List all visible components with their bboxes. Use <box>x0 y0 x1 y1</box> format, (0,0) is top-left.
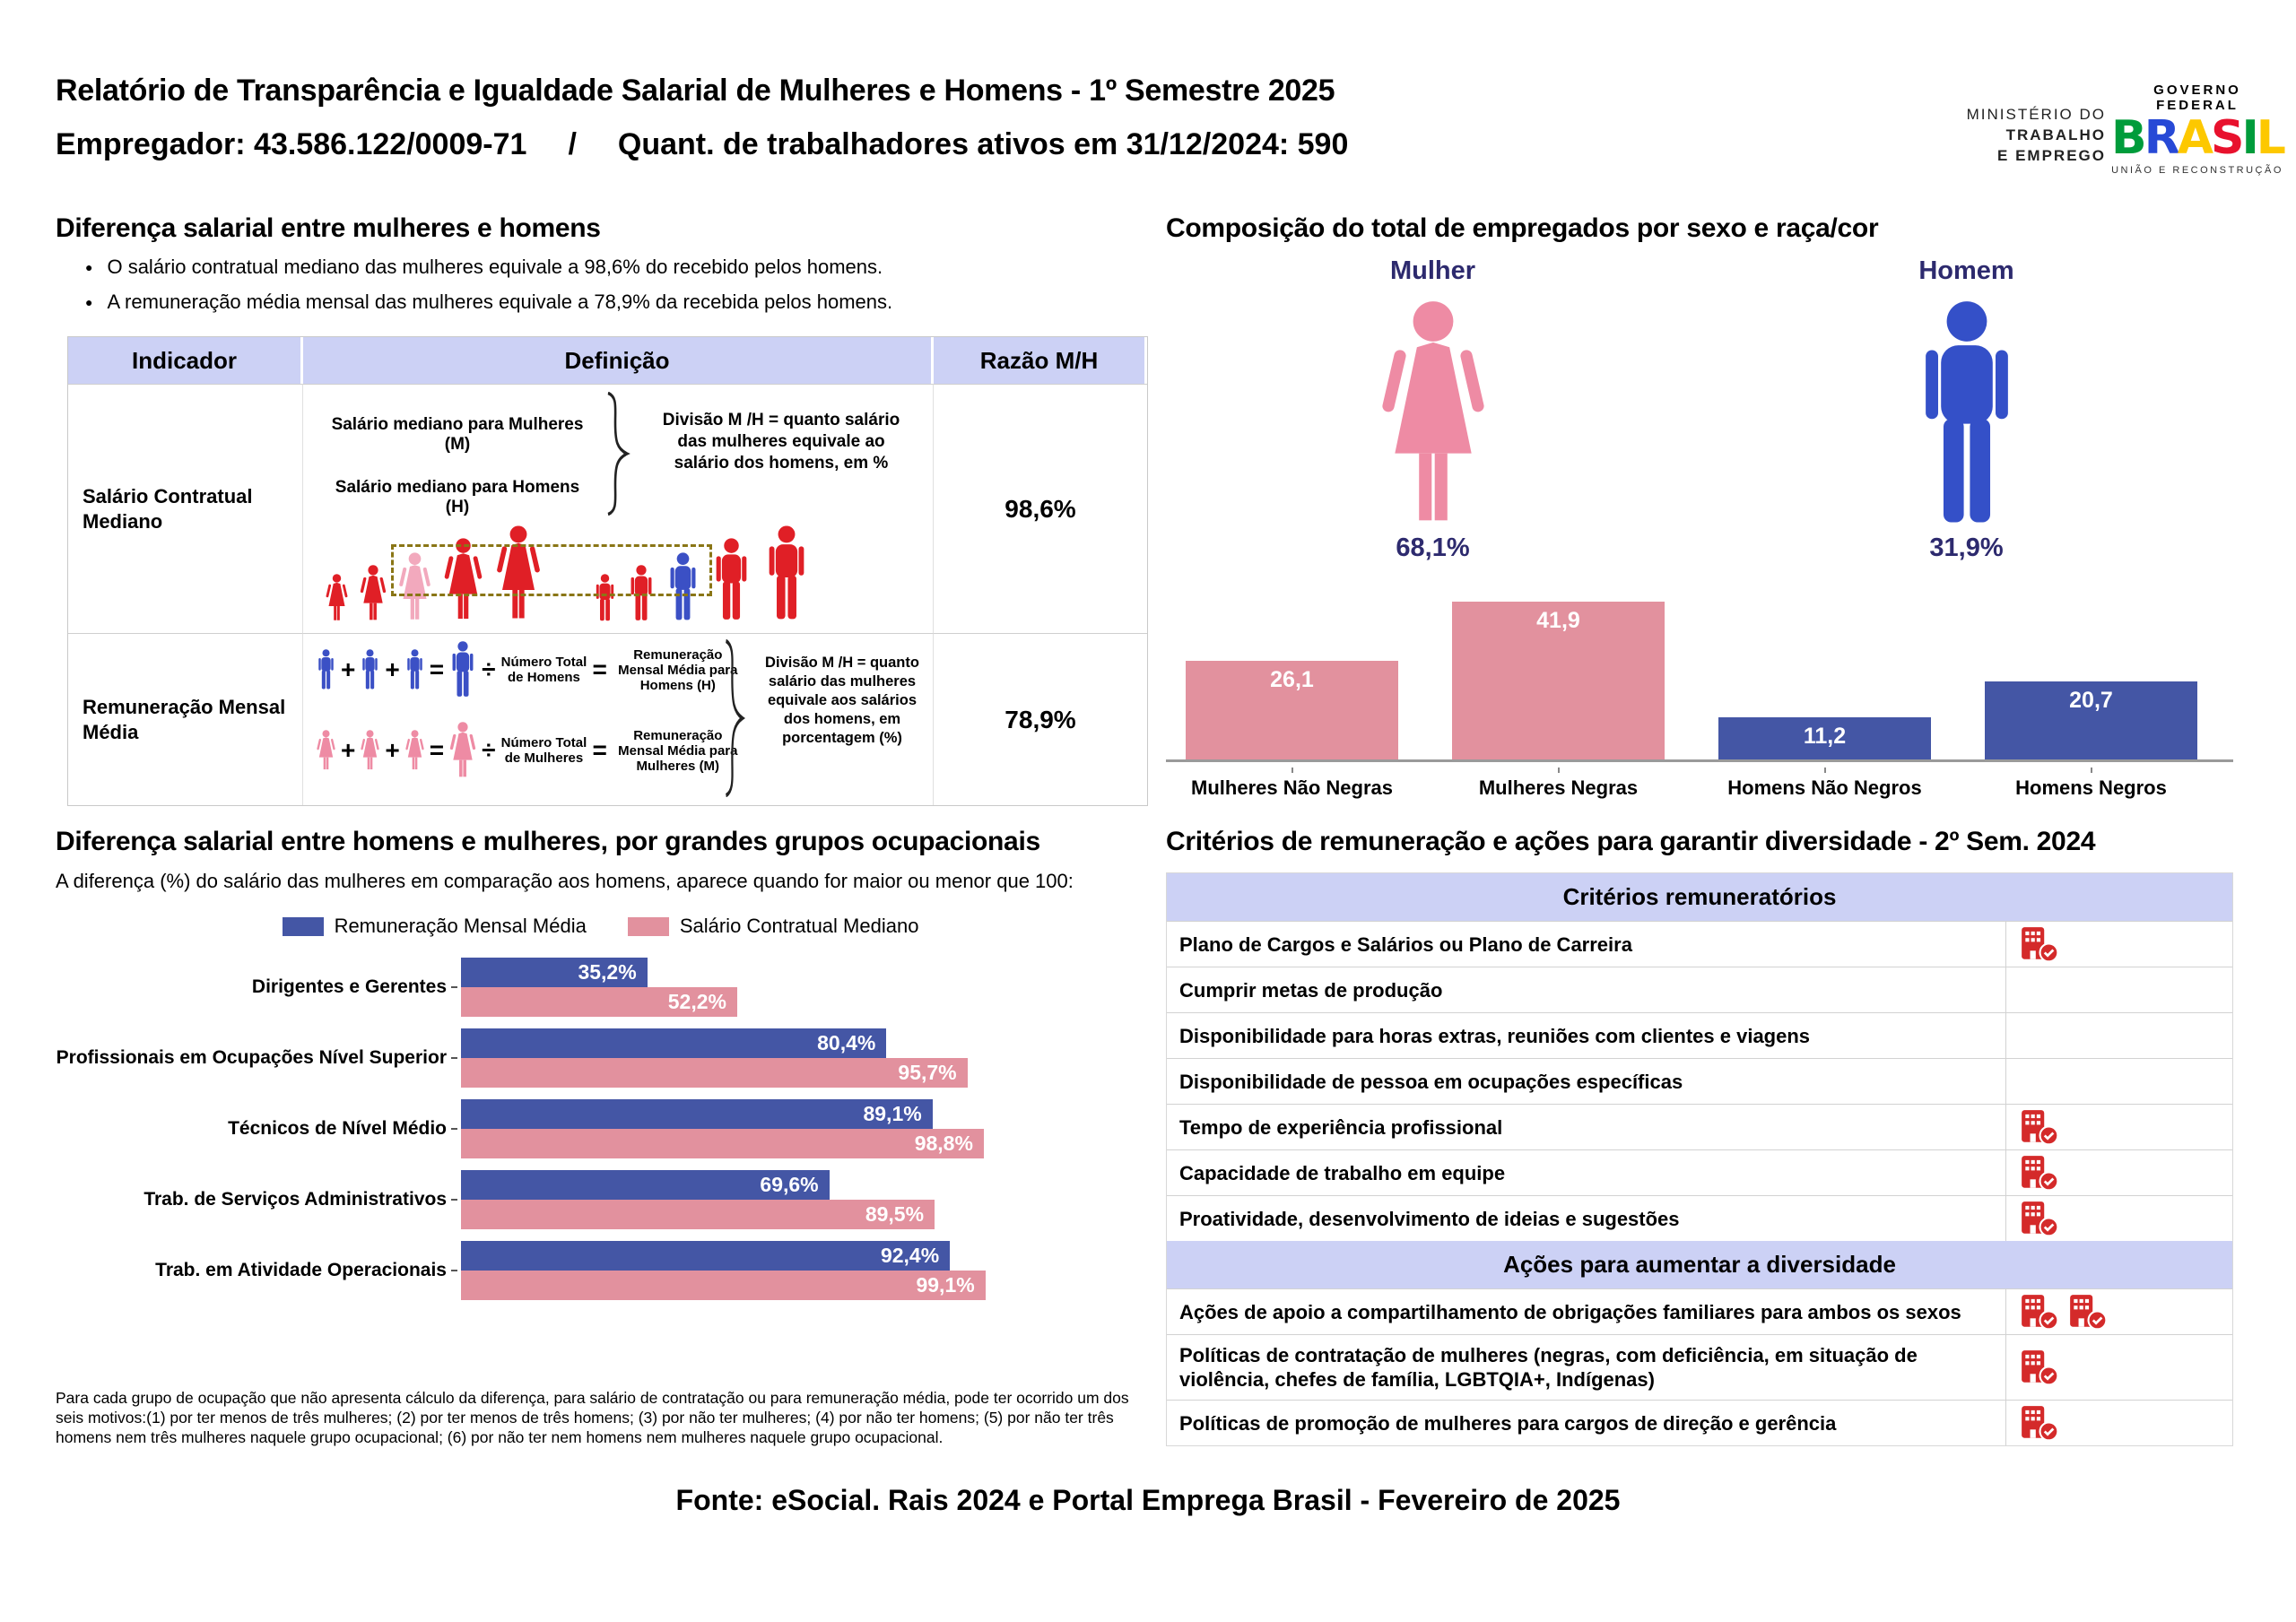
median-ratio-note: Divisão M /H = quanto salário das mulheres equivale ao salário dos homens, em % <box>662 411 900 473</box>
criteria-label: Disponibilidade para horas extras, reuniões com clientes e viagens <box>1179 1024 1811 1047</box>
criteria-label: Políticas de contratação de mulheres (negras, com deficiência, em situação de violência, chefes de família, LGBTQIA+, Indígenas) <box>1179 1344 1918 1391</box>
active-workers: Quant. de trabalhadores ativos em 31/12/2024: 590 <box>617 127 1349 161</box>
col-header-razao: Razão M/H <box>934 337 1147 384</box>
ministry-wordmark <box>1967 104 2106 166</box>
brace-icon <box>723 639 746 797</box>
woman-icon <box>404 730 425 771</box>
x-axis-label: Homens Não Negros <box>1718 768 1931 800</box>
criteria-status-icons <box>2005 1013 2232 1058</box>
male-label: Homem <box>1918 256 2014 285</box>
equals-operator: = <box>429 736 445 764</box>
occupation-label: Trab. de Serviços Administrativos <box>56 1189 461 1210</box>
bar-value-label: 69,6% <box>760 1173 819 1196</box>
occupational-group <box>56 1099 986 1158</box>
bar-value-label: 98,8% <box>914 1132 973 1155</box>
occupational-bar-pair <box>461 1170 935 1229</box>
occupational-group <box>56 1241 986 1300</box>
composition-chart <box>1166 599 2233 800</box>
col-header-indicador: Indicador <box>68 337 303 384</box>
women-count-label: Número Total de Mulheres <box>500 735 587 766</box>
company-check-icon <box>2019 1349 2060 1386</box>
bar-value-label: 80,4% <box>817 1031 876 1054</box>
criteria-status-icons <box>2005 967 2232 1012</box>
median-men-label: Salário mediano para Homens (H) <box>335 478 580 516</box>
median-women-label: Salário mediano para Mulheres (M) <box>331 415 584 454</box>
occupational-footnote: Para cada grupo de ocupação que não apresenta cálculo da diferença, para salário de contratação ou para remuneração média, pode ter ocorrido um dos seis motivos:(1) por ter menos de três mulheres; (2) por ter menos de três homens; (3) por não ter mulheres; (4) por não ter homens; (5) por não ter três homens nem três mulheres naquele grupo ocupacional; (6) por não ter nem homens nem mulheres naquele grupo ocupacional. <box>56 1389 1129 1446</box>
occupational-group <box>56 1170 986 1229</box>
indicator-table <box>67 336 1148 806</box>
female-block <box>1166 256 1700 563</box>
criteria-section-header: Ações para aumentar a diversidade <box>1167 1241 2232 1288</box>
criteria-label: Plano de Cargos e Salários ou Plano de Carreira <box>1179 932 1632 956</box>
plus-operator: + <box>385 655 400 683</box>
occupation-label: Trab. em Atividade Operacionais <box>56 1260 461 1281</box>
company-check-icon <box>2019 1200 2060 1237</box>
male-block <box>1700 256 2233 563</box>
criteria-title: Critérios de remuneração e ações para garantir diversidade - 2º Sem. 2024 <box>1166 827 2096 856</box>
employer-id: Empregador: 43.586.122/0009-71 <box>56 127 527 161</box>
men-average-label: Remuneração Mensal Média para Homens (H) <box>618 646 738 693</box>
composition-bar <box>1985 681 2197 759</box>
brasil-logo-letter: S <box>2210 111 2242 165</box>
criteria-label: Capacidade de trabalho em equipe <box>1179 1161 1506 1184</box>
occupational-bar-pair <box>461 1241 986 1300</box>
plus-operator: + <box>341 736 356 764</box>
brasil-logo-letter: A <box>2177 111 2211 165</box>
ministry-line: TRABALHO <box>2005 126 2106 143</box>
criteria-label: Disponibilidade de pessoa em ocupações específicas <box>1179 1070 1683 1093</box>
occupational-bar-pair <box>461 958 737 1017</box>
bar-value-label: 95,7% <box>898 1061 957 1084</box>
bar-value-label: 92,4% <box>880 1244 940 1267</box>
criteria-row <box>1167 1334 2232 1400</box>
occupational-bar <box>461 1241 950 1271</box>
ministry-line: E EMPREGO <box>1997 147 2106 164</box>
source-footer: Fonte: eSocial. Rais 2024 e Portal Emprega Brasil - Fevereiro de 2025 <box>675 1484 1621 1516</box>
women-average-formula <box>316 722 744 779</box>
occupational-bar <box>461 1170 830 1200</box>
definition-median-cell <box>303 384 934 633</box>
occupational-subtitle: A diferença (%) do salário das mulheres em comparação aos homens, aparece quando for maior ou menor que 100: <box>56 870 1074 892</box>
criteria-status-icons <box>2005 1401 2232 1445</box>
criteria-row <box>1167 1058 2232 1104</box>
occupational-bar <box>461 1058 968 1088</box>
brace-icon <box>604 392 631 516</box>
salary-diff-bullets <box>85 256 892 325</box>
man-icon <box>360 649 380 690</box>
woman-icon-large <box>1376 300 1491 530</box>
composition-bar <box>1452 602 1665 759</box>
x-axis-label: Mulheres Não Negras <box>1186 768 1398 800</box>
occupational-bar <box>461 1271 986 1300</box>
bullet-mean: ● A remuneração média mensal das mulheres equivale a 78,9% da recebida pelos homens. <box>85 291 892 314</box>
brasil-logo-letter: R <box>2144 111 2178 165</box>
criteria-status-icons <box>2005 922 2232 967</box>
man-pictogram-icon <box>762 525 811 622</box>
equals-operator: = <box>592 736 607 764</box>
composition-x-labels <box>1166 768 2233 800</box>
governo-federal-logo <box>2109 82 2285 176</box>
gov-logo-top-text: GOVERNO FEDERAL <box>2153 82 2241 113</box>
criteria-status-icons <box>2005 1196 2232 1241</box>
criteria-section-header: Critérios remuneratórios <box>1167 873 2232 921</box>
equals-operator: = <box>592 655 607 683</box>
divide-operator: ÷ <box>482 655 496 683</box>
occupation-label: Técnicos de Nível Médio <box>56 1118 461 1140</box>
bar-value-label: 26,1 <box>1270 667 1314 693</box>
woman-icon <box>360 730 380 771</box>
bullet-median: ● O salário contratual mediano das mulheres equivale a 98,6% do recebido pelos homens. <box>85 256 892 279</box>
salary-diff-title: Diferença salarial entre mulheres e homens <box>56 213 601 243</box>
subtitle-separator: / <box>568 127 577 161</box>
divide-operator: ÷ <box>482 736 496 764</box>
criteria-row <box>1167 1104 2232 1149</box>
male-percentage: 31,9% <box>1929 533 2004 562</box>
criteria-label: Ações de apoio a compartilhamento de obrigações familiares para ambos os sexos <box>1179 1300 1961 1323</box>
occupational-bar <box>461 987 737 1017</box>
bar-value-label: 41,9 <box>1536 608 1580 634</box>
legend-swatch-pink <box>628 917 669 936</box>
criteria-row <box>1167 967 2232 1012</box>
occupational-chart <box>56 958 986 1312</box>
company-check-icon <box>2019 1154 2060 1192</box>
woman-icon <box>316 730 336 771</box>
criteria-row <box>1167 1400 2232 1445</box>
bar-value-label: 11,2 <box>1803 723 1847 749</box>
criteria-row <box>1167 1195 2232 1241</box>
woman-pictogram-icon <box>325 574 349 622</box>
ministry-line: MINISTÉRIO DO <box>1966 106 2106 123</box>
brasil-logo <box>2109 113 2285 163</box>
bar-value-label: 89,1% <box>863 1102 922 1125</box>
men-average-formula <box>316 641 744 698</box>
plus-operator: + <box>385 736 400 764</box>
occupational-group <box>56 1028 986 1088</box>
men-count-label: Número Total de Homens <box>500 655 587 685</box>
female-percentage: 68,1% <box>1396 533 1470 562</box>
equals-operator: = <box>429 655 445 683</box>
criteria-row <box>1167 1012 2232 1058</box>
criteria-row <box>1167 1149 2232 1195</box>
female-label: Mulher <box>1389 256 1476 285</box>
man-icon <box>316 649 336 690</box>
legend-item-blue <box>283 915 587 938</box>
company-check-icon <box>2019 1404 2060 1442</box>
occupation-label: Profissionais em Ocupações Nível Superior <box>56 1047 461 1069</box>
legend-swatch-blue <box>283 917 324 936</box>
bar-value-label: 89,5% <box>865 1202 925 1226</box>
criteria-label: Políticas de promoção de mulheres para cargos de direção e gerência <box>1179 1411 1837 1435</box>
brasil-logo-letter: B <box>2111 111 2144 165</box>
brasil-logo-letter: L <box>2256 111 2283 165</box>
criteria-row <box>1167 921 2232 967</box>
criteria-status-icons <box>2005 1105 2232 1149</box>
man-icon-large <box>1909 300 2024 530</box>
x-axis-label: Mulheres Negras <box>1452 768 1665 800</box>
criteria-status-icons <box>2005 1150 2232 1195</box>
occupational-title: Diferença salarial entre homens e mulheres, por grandes grupos ocupacionais <box>56 827 1040 856</box>
bar-value-label: 20,7 <box>2069 688 2113 714</box>
median-comparison-box <box>391 544 712 596</box>
company-check-icon <box>2019 1108 2060 1146</box>
criteria-status-icons <box>2005 1289 2232 1334</box>
man-pictogram-icon <box>710 538 752 622</box>
brasil-logo-letter: I <box>2241 111 2257 165</box>
composition-bars <box>1166 599 2233 762</box>
occupational-bar <box>461 1200 935 1229</box>
occupational-bar <box>461 958 648 987</box>
criteria-label: Proatividade, desenvolvimento de ideias e sugestões <box>1179 1207 1680 1230</box>
occupational-bar <box>461 1028 886 1058</box>
indicator-median-salary: Salário Contratual Mediano <box>68 384 303 633</box>
criteria-row <box>1167 1288 2232 1334</box>
occupational-bar-pair <box>461 1028 968 1088</box>
composition-title: Composição do total de empregados por sexo e raça/cor <box>1166 213 1879 243</box>
man-icon-large <box>448 641 477 698</box>
definition-mean-cell <box>303 633 934 805</box>
indicator-mean-remuneration: Remuneração Mensal Média <box>68 633 303 805</box>
legend-label: Salário Contratual Mediano <box>679 915 919 937</box>
criteria-table <box>1166 872 2233 1446</box>
report-subtitle <box>56 127 1348 162</box>
occupational-group <box>56 958 986 1017</box>
woman-icon-large <box>448 722 477 779</box>
chart-legend <box>56 915 1145 938</box>
criteria-label: Tempo de experiência profissional <box>1179 1115 1503 1139</box>
plus-operator: + <box>341 655 356 683</box>
composition-pictograms <box>1166 256 2233 563</box>
criteria-status-icons <box>2005 1059 2232 1104</box>
bar-value-label: 99,1% <box>916 1273 975 1297</box>
x-axis-label: Homens Negros <box>1985 768 2197 800</box>
mean-ratio-value: 78,9% <box>934 633 1147 805</box>
col-header-definicao: Definição <box>303 337 934 384</box>
gov-logo-bottom-text: UNIÃO E RECONSTRUÇÃO <box>2111 165 2283 176</box>
mean-ratio-note: Divisão M /H = quanto salário das mulheres equivale aos salários dos homens, em porcentagem (%) <box>765 655 919 746</box>
woman-pictogram-icon <box>359 565 387 622</box>
occupational-bar <box>461 1099 933 1129</box>
bar-value-label: 35,2% <box>578 960 637 984</box>
criteria-label: Cumprir metas de produção <box>1179 978 1443 1002</box>
criteria-status-icons <box>2005 1335 2232 1400</box>
occupational-bar <box>461 1129 984 1158</box>
occupation-label: Dirigentes e Gerentes <box>56 976 461 998</box>
occupational-bar-pair <box>461 1099 984 1158</box>
company-check-icon <box>2019 1293 2060 1331</box>
company-check-icon <box>2067 1293 2109 1331</box>
composition-bar <box>1186 661 1398 759</box>
median-ratio-value: 98,6% <box>934 384 1147 633</box>
man-icon <box>404 649 425 690</box>
women-average-label: Remuneração Mensal Média para Mulheres (M) <box>618 727 738 774</box>
legend-item-pink <box>628 915 919 938</box>
legend-label: Remuneração Mensal Média <box>334 915 587 937</box>
bar-value-label: 52,2% <box>667 990 726 1013</box>
composition-bar <box>1718 717 1931 759</box>
report-title: Relatório de Transparência e Igualdade Salarial de Mulheres e Homens - 1º Semestre 2025 <box>56 74 1335 108</box>
company-check-icon <box>2019 925 2060 963</box>
